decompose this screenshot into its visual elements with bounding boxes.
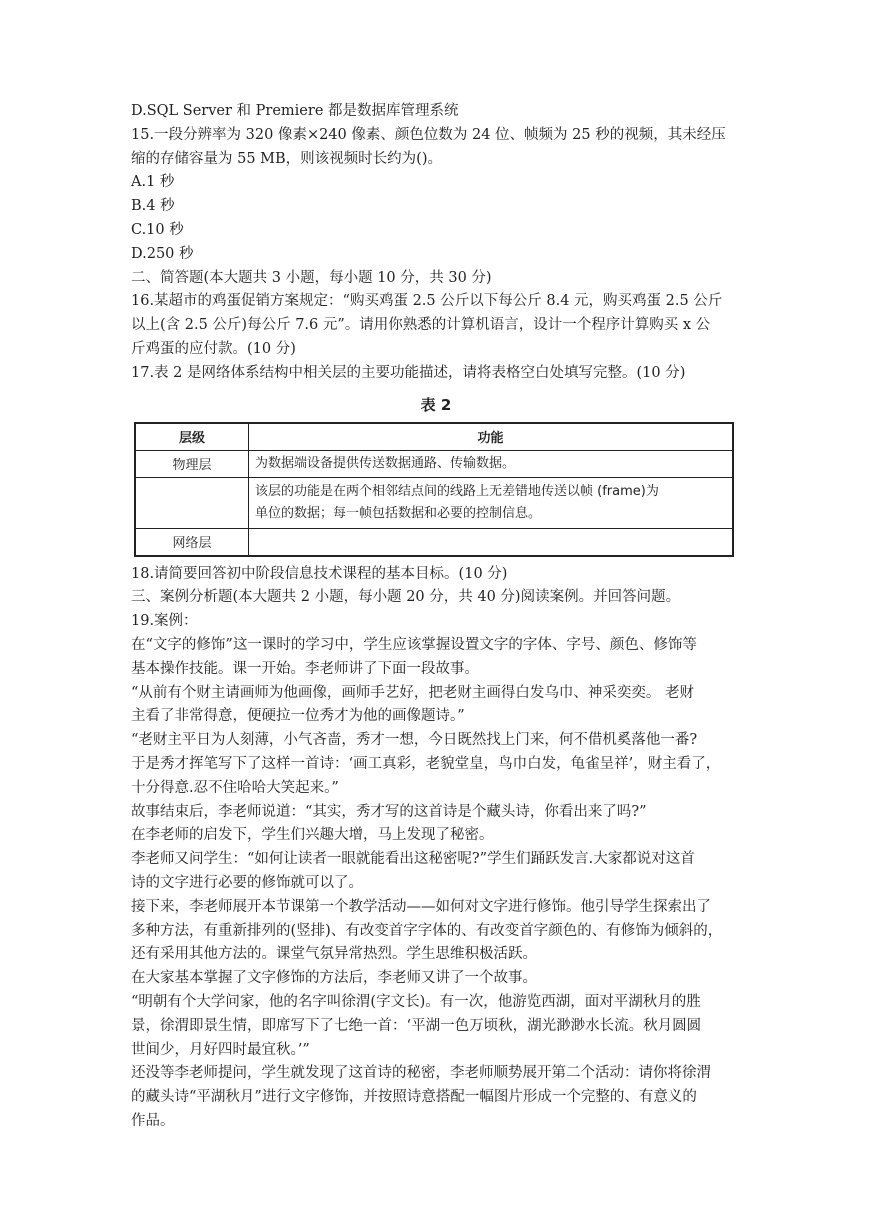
text-line: 在大家基本掌握了文字修饰的方法后，李老师又讲了一个故事。	[131, 970, 537, 987]
text-line: D.SQL Server 和 Premiere 都是数据库管理系统	[131, 103, 459, 119]
text-line: “从前有个财主请画师为他画像，画师手艺好，把老财主画得白发乌巾、神采奕奕。 老财	[131, 684, 695, 701]
network-layer-table	[134, 422, 734, 557]
text-line: 接下来，李老师展开本节课第一个教学活动——如何对文字进行修饰。他引导学生探索出了	[131, 898, 711, 915]
text-line: 还有采用其他方法的。课堂气氛异常热烈。学生思维积极活跃。	[131, 946, 537, 963]
text-line: “明朝有个大学问家，他的名字叫徐渭(字文长)。有一次，他游览西湖，面对平湖秋月的胜	[131, 993, 701, 1010]
text-line: 17.表 2 是网络体系结构中相关层的主要功能描述，请将表格空白处填写完整。(10 分)	[131, 364, 686, 381]
text-line: 于是秀才挥笔写下了这样一首诗：‘画工真彩，老貌堂皇，鸟巾白发，龟雀呈祥’，财主看了，	[131, 755, 721, 772]
text-line: 世间少，月好四时最宜秋。’”	[131, 1041, 310, 1058]
table-header-row	[135, 423, 733, 451]
text-line: D.250 秒	[131, 245, 194, 262]
text-line: 15.一段分辨率为 320 像素×240 像素、颜色位数为 24 位、帧频为 25 秒的视频，其未经压	[131, 126, 726, 143]
cell-layer: 物理层	[135, 450, 249, 477]
text-line: 诗的文字进行必要的修饰就可以了。	[131, 874, 363, 891]
text-block-after	[131, 563, 741, 1134]
text-line: 基本操作技能。课一开始。李老师讲了下面一段故事。	[131, 660, 479, 677]
text-line: 在“文字的修饰”这一课时的学习中，学生应该掌握设置文字的字体、字号、颜色、修饰等	[131, 636, 697, 653]
text-line: 十分得意.忍不住哈哈大笑起来。”	[131, 779, 339, 796]
text-line: 16.某超市的鸡蛋促销方案规定：“购买鸡蛋 2.5 公斤以下每公斤 8.4 元，购买鸡蛋 2.5 公斤	[131, 293, 723, 310]
text-line: A.1 秒	[131, 174, 175, 191]
text-line: “老财主平日为人刻薄，小气吝啬，秀才一想，今日既然找上门来，何不借机奚落他一番?	[131, 732, 698, 749]
text-line: 多种方法，有重新排列的(竖排)、有改变首字字体的、有改变首字颜色的、有修饰为倾斜的，	[131, 922, 723, 939]
document-page	[131, 100, 741, 1134]
text-line: 的藏头诗“平湖秋月”进行文字修饰，并按照诗意搭配一幅图片形成一个完整的、有意义的	[131, 1089, 697, 1106]
text-line: B.4 秒	[131, 198, 175, 215]
section-heading: 三、案例分析题(本大题共 2 小题，每小题 20 分，共 40 分)阅读案例。并回答问题。	[131, 589, 681, 606]
cell-layer: 网络层	[135, 528, 249, 556]
header-layer: 层级	[135, 423, 249, 451]
text-line: 景，徐渭即景生情，即席写下了七绝一首：‘平湖一色万顷秋，湖光渺渺水长流。秋月圆圆	[131, 1017, 702, 1034]
cell-function-blank	[249, 528, 734, 556]
table-row	[135, 477, 733, 528]
header-function: 功能	[249, 423, 734, 451]
table-row	[135, 528, 733, 556]
cell-function-line: 为数据端设备提供传送数据通路、传输数据。	[255, 455, 516, 471]
text-line: 18.请简要回答初中阶段信息技术课程的基本目标。(10 分)	[131, 565, 508, 582]
text-line: 主看了非常得意，便硬拉一位秀才为他的画像题诗。”	[131, 708, 465, 725]
cell-layer-blank	[135, 477, 249, 528]
text-line: 在李老师的启发下，学生们兴趣大增，马上发现了秘密。	[131, 827, 494, 844]
text-line: 以上(含 2.5 公斤)每公斤 7.6 元”。请用你熟悉的计算机语言，设计一个程序计算购买 x 公	[131, 317, 711, 334]
text-line: 还没等李老师提问，学生就发现了这首诗的秘密，李老师顺势展开第二个活动：请你将徐渭	[131, 1065, 711, 1082]
text-line: 缩的存储容量为 55 MB，则该视频时长约为()。	[131, 150, 442, 167]
cell-function-line: 该层的功能是在两个相邻结点间的线路上无差错地传送以帧 (frame)为	[255, 483, 659, 499]
text-line: 19.案例：	[131, 613, 198, 630]
text-line: C.10 秒	[131, 221, 184, 238]
cell-function	[249, 477, 734, 528]
text-block-before	[131, 100, 741, 386]
table-title: 表 2	[420, 395, 452, 414]
section-heading: 二、简答题(本大题共 3 小题，每小题 10 分，共 30 分)	[131, 269, 492, 286]
cell-function-line: 单位的数据；每一帧包括数据和必要的控制信息。	[255, 505, 542, 521]
text-line: 故事结束后，李老师说道：“其实，秀才写的这首诗是个藏头诗，你看出来了吗?”	[131, 803, 647, 820]
text-line: 李老师又问学生：“如何让读者一眼就能看出这秘密呢?”学生们踊跃发言.大家都说对这首	[131, 851, 695, 868]
table-row	[135, 450, 733, 477]
text-line: 斤鸡蛋的应付款。(10 分)	[131, 340, 296, 357]
text-line: 作品。	[131, 1112, 175, 1129]
cell-function	[249, 450, 734, 477]
